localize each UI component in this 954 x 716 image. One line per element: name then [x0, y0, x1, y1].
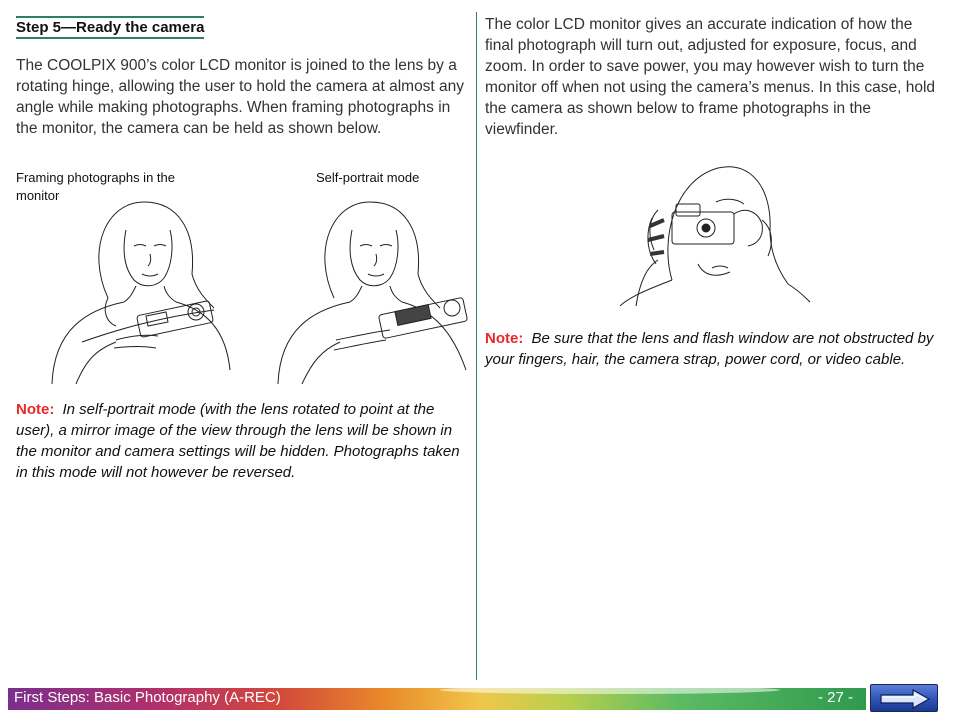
illustration-viewfinder	[612, 160, 812, 306]
column-divider	[476, 12, 477, 680]
left-paragraph: The COOLPIX 900’s color LCD monitor is joined to the lens by a rotating hinge, allowing the user to hold the camera at almost any angle while making photographs. When framing photographs in the monitor, the camera can be held as shown below.	[16, 57, 465, 137]
note-text: Be sure that the lens and flash window are not obstructed by your fingers, hair, the camera strap, power cord, or video cable.	[485, 330, 934, 368]
next-page-button[interactable]	[870, 684, 938, 712]
caption-self-portrait: Self-portrait mode	[316, 170, 420, 185]
illustration-framing-monitor	[46, 190, 236, 384]
left-column	[16, 14, 466, 139]
right-column	[485, 14, 937, 140]
next-arrow-icon	[877, 689, 933, 709]
right-paragraph: The color LCD monitor gives an accurate indication of how the final photograph will turn out, adjusted for exposure, focus, and zoom. In order to save power, you may however wish to turn the monitor off when not using the camera’s menus. In this case, hold the camera as shown below to frame photographs in the viewfinder.	[485, 16, 936, 138]
illustration-self-portrait	[276, 190, 472, 384]
note-label: Note:	[485, 330, 524, 347]
caption-framing-monitor: Framing photographs in the monitor	[16, 170, 175, 203]
note-text: In self-portrait mode (with the lens rotated to point at the user), a mirror image of the view through the lens will be shown in the monitor and camera settings will be hidden. Photographs taken in this mode will not however be reversed.	[16, 401, 460, 481]
note-self-portrait	[16, 399, 468, 483]
note-label: Note:	[16, 401, 55, 418]
note-obstruction	[485, 328, 941, 370]
footer-section-title: First Steps: Basic Photography (A-REC)	[14, 689, 281, 706]
page-number: - 27 -	[818, 689, 854, 706]
step-heading: Step 5—Ready the camera	[16, 16, 204, 39]
footer-sheen	[440, 686, 780, 694]
